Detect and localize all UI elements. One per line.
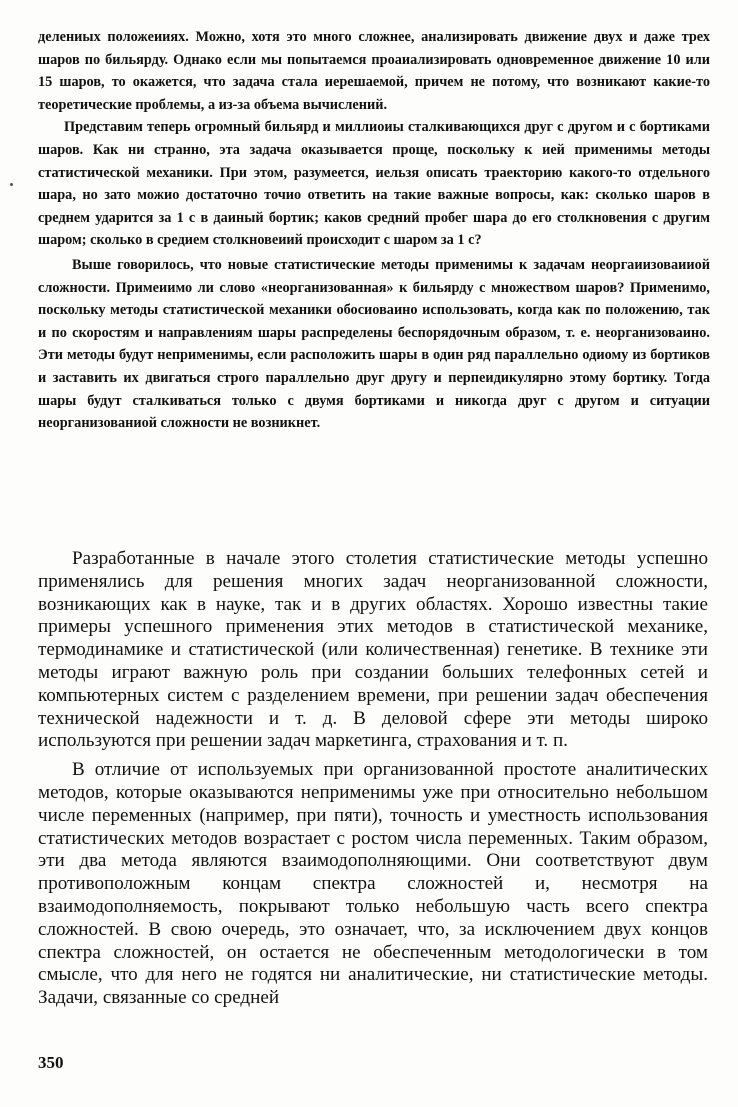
small-print-paragraph-3: Выше говорилось, что новые статистические методы применимы к задачам неоргаиизоваииой сложности. Примеиимо ли слово «неорганизованная» к бильярду с множеством шаров? Применимо, поскольку методы статистической механики обосиоваино использовать, когда как по положению, так и по скоростям и направлениям шары распределены беспорядочным образом, т. е. неорганизоваино. Эти методы будут неприменимы, если расположить шары в один ряд параллельно одиому из бортиков и заставить их двигаться строго параллельно друг другу и перпеидикулярно этому бортику. Тогда шары будут сталкиваться только с двумя бортиками и никогда друг с другом и ситуации неорганизованиой сложности не возникнет. bbox=[38, 256, 710, 432]
small-print-block bbox=[38, 26, 710, 435]
small-print-paragraph-1: делениых положеииях. Можно, хотя это много сложнее, анализировать движение двух и даже трех шаров по бильярду. Однако если мы попытаемся проаиализировать одновременное движение 10 или 15 шаров, то окажется, что задача стала иерешаемой, причем не потому, что возникают какие-то теоретические проблемы, а из-за объема вычислений. bbox=[38, 29, 710, 113]
margin-mark bbox=[10, 183, 13, 186]
main-paragraph-1: Разработанные в начале этого столетия статистические методы успешно применялись для решения многих задач неорганизованной сложности, возникающих как в науке, так и в других областях. Хорошо известны такие примеры успешного применения этих методов в статистической механике, термодинамике и статистической (или количественная) генетике. В технике эти методы играют важную роль при создании больших телефонных сетей и компьютерных систем с разделением времени, при решении задач обеспечения технической надежности и т. д. В деловой сфере эти методы широко используются при решении задач маркетинга, страхования и т. п. bbox=[38, 548, 708, 752]
small-print-paragraph-2: Представим теперь огромный бильярд и миллиоиы сталкивающихся друг с другом и с бортиками шаров. Как ни странно, эта задача оказывается проще, поскольку к ией применимы методы статистической механики. При этом, разумеется, иельзя описать траекторию какого-то отдельного шара, но зато можио достаточно точио ответить на такие важные вопросы, как: сколько шаров в среднем ударится за 1 с в даиный бортик; каков средний пробег шара до его столкновения с другим шаром; сколько в средием столкновеиий происходит с шаром за 1 с? bbox=[38, 119, 710, 249]
main-paragraph-2: В отличие от используемых при организованной простоте аналитических методов, которые оказываются неприменимы уже при относительно небольшом числе переменных (например, при пяти), точность и уместность использования статистических методов возрастает с ростом числа переменных. Таким образом, эти два метода являются взаимодополняющими. Они соответствуют двум противоположным концам спектра сложностей и, несмотря на взаимодополняемость, покрывают только небольшую часть всего спектра сложностей. В свою очередь, это означает, что, за исключением двух концов спектра сложностей, он остается не обеспеченным методологически в том смысле, что для него не годятся ни аналитические, ни статистические методы. Задачи, связанные со средней bbox=[38, 759, 708, 1009]
page-number: 350 bbox=[38, 1053, 64, 1072]
main-text-block bbox=[38, 548, 708, 1010]
